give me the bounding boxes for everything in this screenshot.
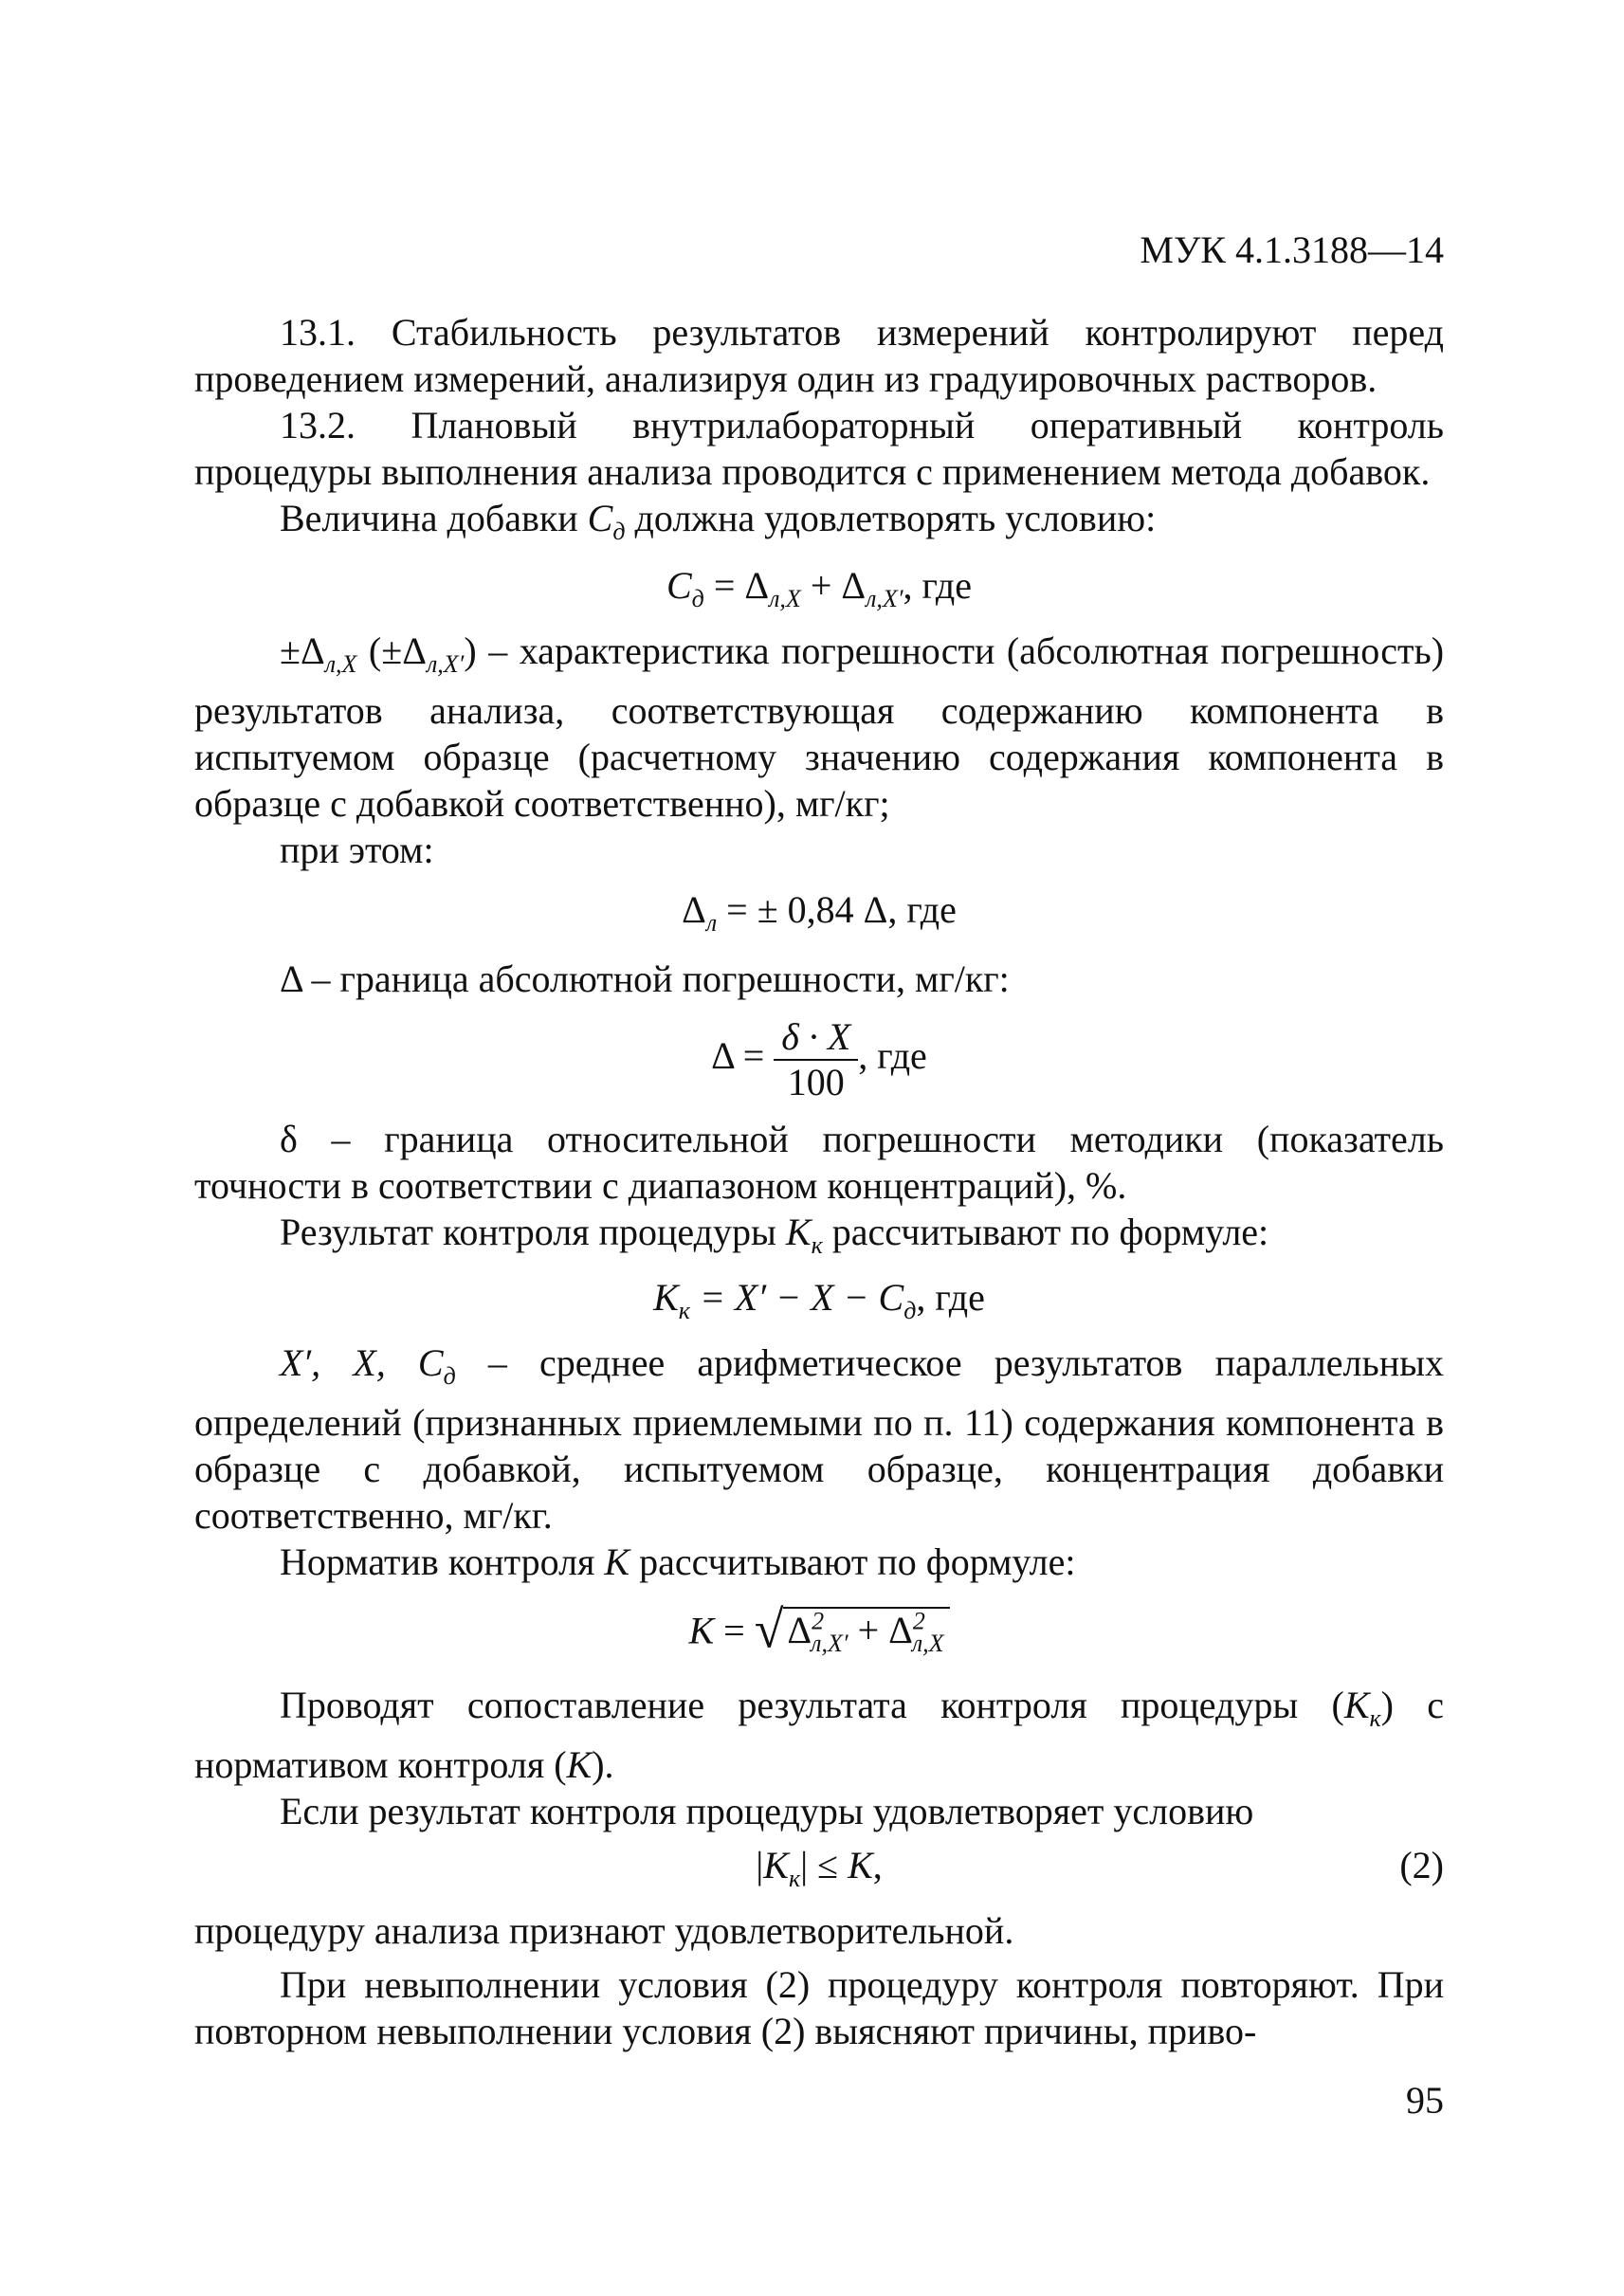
paragraph-condition: Если результат контроля процедуры удовлетворяет условию [280, 1790, 1254, 1833]
formula-control-result: $K_к = X' - X - C_д$, где [653, 1276, 985, 1324]
fraction-numerator: δ · X [774, 1015, 858, 1061]
paragraph-norm: Норматив контроля K рассчитывают по формуле: [280, 1540, 1076, 1583]
paragraph-average: X′, X, $C_д$ – среднее арифметическое результатов параллельных определений (признанных приемлемыми по п. 11) содержания компонента в образце с добавкой, испытуемом образце, концентрация добавки соответственно, мг/кг. [194, 1341, 1444, 1537]
fraction [774, 1015, 858, 1104]
document-code: МУК 4.1.3188—14 [1140, 228, 1444, 271]
paragraph-repeat: При невыполнении условия (2) процедуру контроля повторяют. При повторном невыполнении условия (2) выясняют причины, приво- [194, 1963, 1444, 2053]
paragraph-relative-error: δ – граница относительной погрешности методики (показатель точности в соответствии с диапазоном концентраций), %. [194, 1118, 1444, 1207]
equation-number: (2) [1399, 1844, 1444, 1887]
paragraph-control-result: Результат контроля процедуры $K_к$ рассчитывают по формуле: [280, 1211, 1269, 1259]
page-body [194, 309, 1444, 2054]
paragraph-error-characteristic: $\pm\Delta_{л,X}$ $(\pm\Delta_{л,X'})$ – характеристика погрешности (абсолютная погрешность) результатов анализа, соответствующая содержанию компонента в испытуемом образце (расчетному значению содержания компонента в образце с добавкой соответственно), мг/кг; [194, 629, 1445, 825]
paragraph-13-1: 13.1. Стабильность результатов измерений контролируют перед проведением измерений, анализируя один из градуировочных растворов. [194, 311, 1444, 400]
fraction-denominator: 100 [787, 1061, 845, 1103]
formula-addition: $C_д = \Delta_{л,X} + \Delta_{л,X'}$, где [666, 564, 973, 612]
formula-norm: K = √ $\Delta^2_{л,X'} + \Delta^2_{л,X}$ [194, 1598, 1444, 1667]
formula-lab-error: $\Delta_л$ = ± 0,84 Δ, где [682, 888, 957, 937]
formula-delta: Δ = $\frac{\delta \cdot X}{100}$ , где [711, 1015, 927, 1103]
paragraph-addition-value: Величина добавки $C_д$ должна удовлетворять условию: [280, 497, 1157, 545]
paragraph-absolute-error: Δ – граница абсолютной погрешности, мг/кг: [280, 957, 1010, 1000]
formula-condition: $|K_к| \le K$, (2) [756, 1844, 1444, 1893]
paragraph-comparison: Проводят сопоставление результата контроля процедуры $(K_к)$ с нормативом контроля (K). [194, 1684, 1444, 1787]
paragraph-at-this: при этом: [280, 829, 434, 871]
page-number: 95 [1406, 2079, 1444, 2122]
paragraph-satisfactory: процедуру анализа признают удовлетворительной. [194, 1909, 1014, 1953]
paragraph-13-2: 13.2. Плановый внутрилабораторный оперативный контроль процедуры выполнения анализа проводится с применением метода добавок. [194, 404, 1444, 493]
